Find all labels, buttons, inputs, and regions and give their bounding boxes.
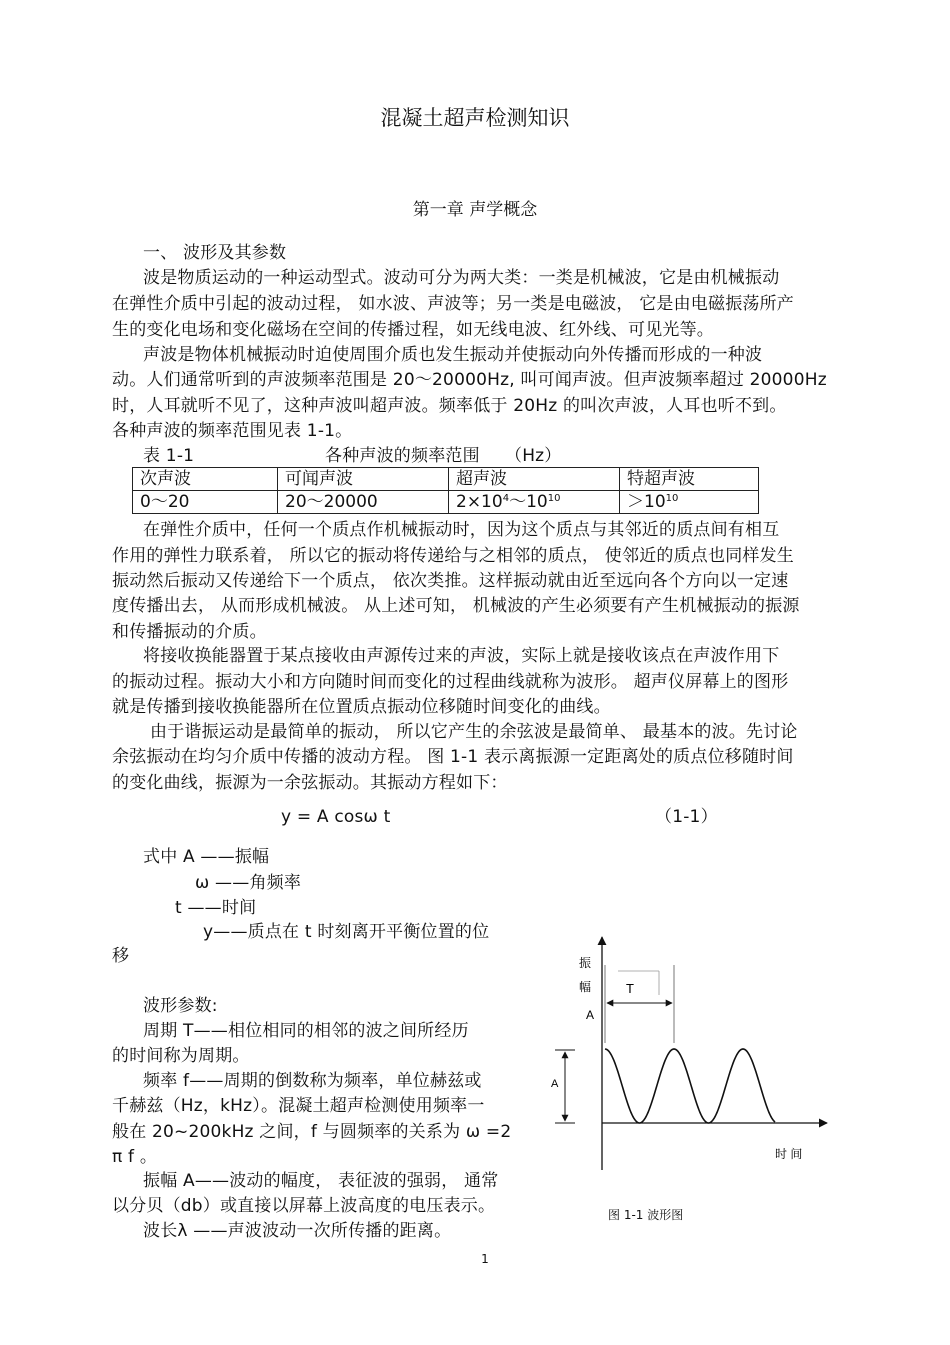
- paragraph-line: 千赫兹（Hz，kHz）。混凝土超声检测使用频率一: [112, 1096, 485, 1116]
- paragraph-line: 周期 T——相位相同的相邻的波之间所经历: [143, 1021, 469, 1041]
- paragraph-line: 以分贝（db）或直接以屏幕上波高度的电压表示。: [112, 1196, 496, 1216]
- chapter-heading: 第一章 声学概念: [412, 200, 538, 220]
- definition-line: ω ——角频率: [195, 873, 302, 893]
- paragraph-line: 时，人耳就听不见了，这种声波叫超声波。频率低于 20Hz 的叫次声波，人耳也听不到。: [112, 396, 787, 416]
- paragraph-line: 将接收换能器置于某点接收由声源传过来的声波，实际上就是接收该点在声波作用下: [143, 646, 780, 666]
- document-title: 混凝土超声检测知识: [380, 106, 570, 130]
- table-cell: [449, 491, 620, 514]
- frequency-range-table: [132, 467, 759, 514]
- figure-caption: 图 1-1 波形图: [608, 1208, 684, 1222]
- definition-line: 移: [112, 946, 130, 966]
- paragraph-line: 在弹性介质中，任何一个质点作机械振动时，因为这个质点与其邻近的质点间有相互: [143, 520, 780, 540]
- waveform-figure: [545, 925, 835, 1185]
- paragraph-line: 声波是物体机械振动时迫使周围介质也发生振动并使振动向外传播而形成的一种波: [143, 345, 763, 365]
- table-cell: 20～20000: [278, 491, 449, 514]
- definition-line: y——质点在 t 时刻离开平衡位置的位: [203, 922, 490, 942]
- hypersonic-base: ＞10: [627, 492, 666, 512]
- paragraph-line: 和传播振动的介质。: [112, 622, 267, 642]
- section-heading: 一、 波形及其参数: [143, 243, 287, 263]
- x-label: 时 间: [775, 1147, 803, 1161]
- table-caption-title: 各种声波的频率范围: [325, 446, 480, 466]
- table-cell: 0～20: [133, 491, 278, 514]
- definition-line: 式中 A ——振幅: [143, 847, 270, 867]
- page-number: 1: [481, 1252, 489, 1266]
- waveform-curve: [605, 1049, 775, 1123]
- paragraph-line: 振幅 A——波动的幅度， 表征波的强弱， 通常: [143, 1171, 499, 1191]
- table-cell: [620, 491, 759, 514]
- paragraph-line: π f 。: [112, 1147, 158, 1167]
- y-label-1: 振: [579, 956, 592, 970]
- paragraph-line: 作用的弹性力联系着， 所以它的振动将传递给与之相邻的质点， 使邻近的质点也同样发生: [112, 546, 795, 566]
- paragraph-line: 在弹性介质中引起的波动过程， 如水波、声波等；另一类是电磁波， 它是由电磁振荡所产: [112, 294, 795, 314]
- amplitude-label-top: A: [586, 1008, 595, 1022]
- table-header-cell: 特超声波: [620, 468, 759, 491]
- paragraph-line: 由于谐振运动是最简单的振动， 所以它产生的余弦波是最简单、 最基本的波。先讨论: [150, 722, 798, 742]
- hypersonic-exponent: 10: [665, 493, 679, 504]
- definition-line: t ——时间: [175, 898, 257, 918]
- table-caption-number: 表 1-1: [143, 446, 195, 466]
- period-label: T: [626, 981, 634, 996]
- equation-number: （1-1）: [655, 807, 718, 827]
- paragraph-line: 就是传播到接收换能器所在位置质点振动位移随时间变化的曲线。: [112, 697, 611, 717]
- table-row: [133, 491, 759, 514]
- equation: y = A cosω t: [281, 807, 391, 827]
- paragraph-line: 的振动过程。振动大小和方向随时间而变化的过程曲线就称为波形。 超声仪屏幕上的图形: [112, 672, 789, 692]
- paragraph-line: 动。人们通常听到的声波频率范围是 20～20000Hz, 叫可闻声波。但声波频率超过 20000Hz: [112, 370, 827, 390]
- table-caption-unit: （Hz）: [505, 446, 562, 466]
- ultrasonic-base-2: ～10: [509, 492, 548, 512]
- table-header-cell: 超声波: [449, 468, 620, 491]
- paragraph-line: 波是物质运动的一种运动型式。波动可分为两大类：一类是机械波，它是由机械振动: [143, 268, 780, 288]
- paragraph-line: 生的变化电场和变化磁场在空间的传播过程，如无线电波、红外线、可见光等。: [112, 320, 714, 340]
- paragraph-line: 各种声波的频率范围见表 1-1。: [112, 421, 353, 441]
- table-header-cell: 次声波: [133, 468, 278, 491]
- table-header-row: [133, 468, 759, 491]
- paragraph-line: 的变化曲线，振源为一余弦振动。其振动方程如下：: [112, 773, 508, 793]
- y-label-2: 幅: [579, 980, 592, 994]
- ultrasonic-exponent-1: 4: [502, 493, 510, 504]
- paragraph-line: 振动然后振动又传递给下一个质点， 依次类推。这样振动就由近至远向各个方向以一定速: [112, 571, 789, 591]
- wave-params-heading: 波形参数:: [143, 996, 218, 1016]
- table-header-cell: 可闻声波: [278, 468, 449, 491]
- paragraph-line: 的时间称为周期。: [112, 1046, 250, 1066]
- paragraph-line: 般在 20~200kHz 之间，f 与圆频率的关系为 ω =2: [112, 1122, 512, 1142]
- paragraph-line: 频率 f——周期的倒数称为频率，单位赫兹或: [143, 1071, 482, 1091]
- ultrasonic-base-1: 2×10: [456, 492, 503, 512]
- amplitude-label-left: A: [551, 1078, 559, 1090]
- paragraph-line: 余弦振动在均匀介质中传播的波动方程。 图 1-1 表示离振源一定距离处的质点位移随时间: [112, 747, 794, 767]
- paragraph-line: 波长λ ——声波波动一次所传播的距离。: [143, 1221, 452, 1241]
- paragraph-line: 度传播出去， 从而形成机械波。 从上述可知， 机械波的产生必须要有产生机械振动的振源: [112, 596, 800, 616]
- ultrasonic-exponent-2: 10: [547, 493, 561, 504]
